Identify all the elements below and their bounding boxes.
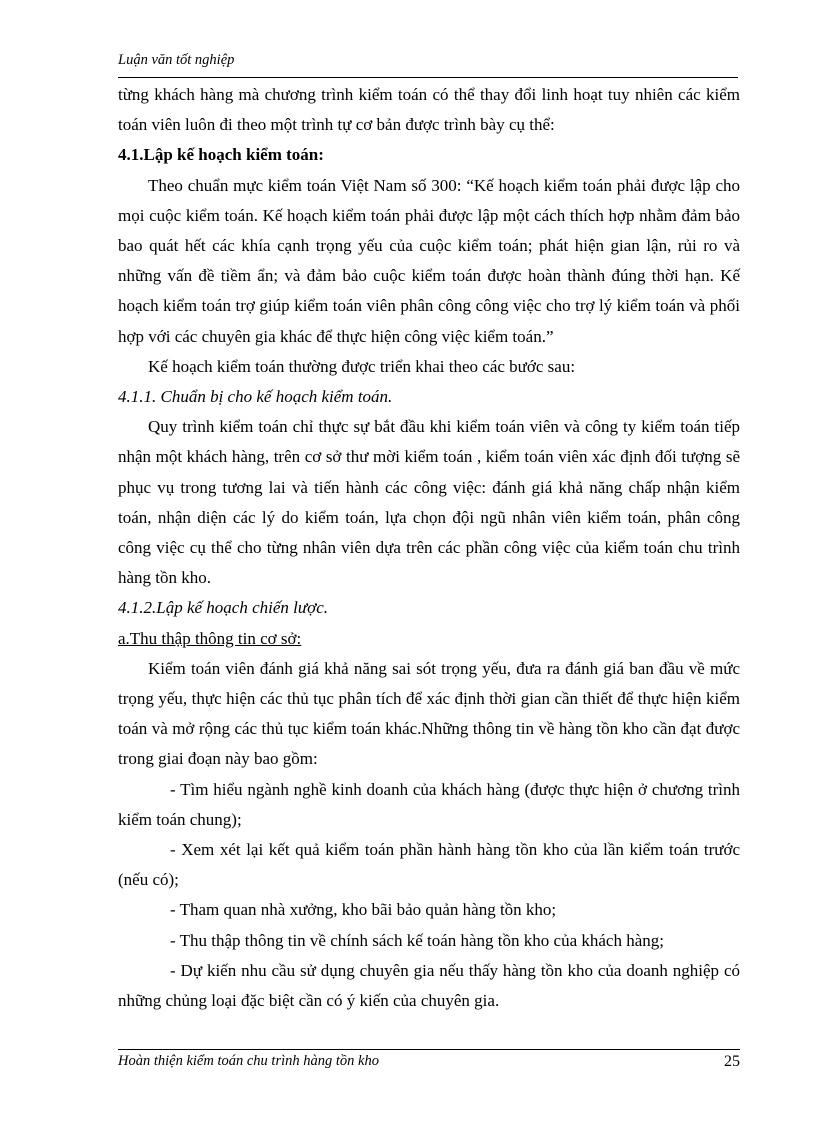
- paragraph-continuation: từng khách hàng mà chương trình kiểm toán có thể thay đổi linh hoạt tuy nhiên các kiểm toán viên luôn đi theo một trình tự cơ bản được trình bày cụ thể:: [118, 85, 740, 135]
- header-rule: [118, 77, 738, 78]
- paragraph-preparation: Quy trình kiểm toán chỉ thực sự bắt đầu khi kiểm toán viên và công ty kiểm toán tiếp nhận một khách hàng, trên cơ sở thư mời kiểm toán , kiểm toán viên xác định đối tượng sẽ phục vụ trong tương lai và tiến hành các công việc: đánh giá khả năng chấp nhận kiểm toán, nhận diện các lý do kiểm toán, lựa chọn đội ngũ nhân viên kiểm toán, phân công công việc cụ thể cho từng nhân viên dựa trên các phần công việc của kiểm toán chu trình hàng tồn kho.: [118, 417, 740, 588]
- page-header: Luận văn tốt nghiệp: [118, 52, 235, 68]
- list-item: - Tìm hiểu ngành nghề kinh doanh của khách hàng (được thực hiện ở chương trình kiểm toán chung);: [118, 779, 740, 829]
- list-item: - Thu thập thông tin về chính sách kế toán hàng tồn kho của khách hàng;: [170, 930, 664, 950]
- list-item: - Xem xét lại kết quả kiểm toán phần hành hàng tồn kho của lần kiểm toán trước (nếu có);: [118, 840, 740, 890]
- subheading-a: a.Thu thập thông tin cơ sở:: [118, 628, 302, 648]
- list-item: - Dự kiến nhu cầu sử dụng chuyên gia nếu thấy hàng tồn kho của doanh nghiệp có những chủng loại đặc biệt cần có ý kiến của chuyên gia.: [118, 960, 740, 1011]
- paragraph-steps-intro: Kế hoạch kiểm toán thường được triển khai theo các bước sau:: [148, 356, 576, 376]
- page-number: 25: [724, 1053, 740, 1070]
- section-heading-4-1-2: 4.1.2.Lập kế hoạch chiến lược.: [118, 598, 329, 618]
- section-heading-4-1-1: 4.1.1. Chuẩn bị cho kế hoạch kiểm toán.: [118, 387, 393, 407]
- footer-rule: [118, 1049, 740, 1050]
- section-heading-4-1: 4.1.Lập kế hoạch kiểm toán:: [118, 145, 324, 165]
- page-footer: Hoàn thiện kiểm toán chu trình hàng tồn kho: [118, 1053, 379, 1069]
- list-item: - Tham quan nhà xưởng, kho bãi bảo quản hàng tồn kho;: [170, 900, 557, 920]
- paragraph-standard-300: Theo chuẩn mực kiểm toán Việt Nam số 300: “Kế hoạch kiểm toán phải được lập cho mọi cuộc kiểm toán. Kế hoạch kiểm toán phải được lập một cách thích hợp nhằm đảm bảo bao quát hết các khía cạnh trọng yếu của cuộc kiểm toán; phát hiện gian lận, rủi ro và những vấn đề tiềm ẩn; và đảm bảo cuộc kiểm toán được hoàn thành đúng thời hạn. Kế hoạch kiểm toán trợ giúp kiểm toán viên phân công công việc cho trợ lý kiểm toán và phối hợp với các chuyên gia khác để thực hiện công việc kiểm toán.”: [118, 175, 740, 346]
- page-body: [118, 80, 740, 1016]
- paragraph-basic-info: Kiểm toán viên đánh giá khả năng sai sót trọng yếu, đưa ra đánh giá ban đầu về mức trọng yếu, thực hiện các thủ tục phân tích để xác định thời gian cần thiết để thực hiện kiểm toán và mở rộng các thủ tục kiểm toán khác.Những thông tin về hàng tồn kho cần đạt được trong giai đoạn này bao gồm:: [118, 658, 740, 769]
